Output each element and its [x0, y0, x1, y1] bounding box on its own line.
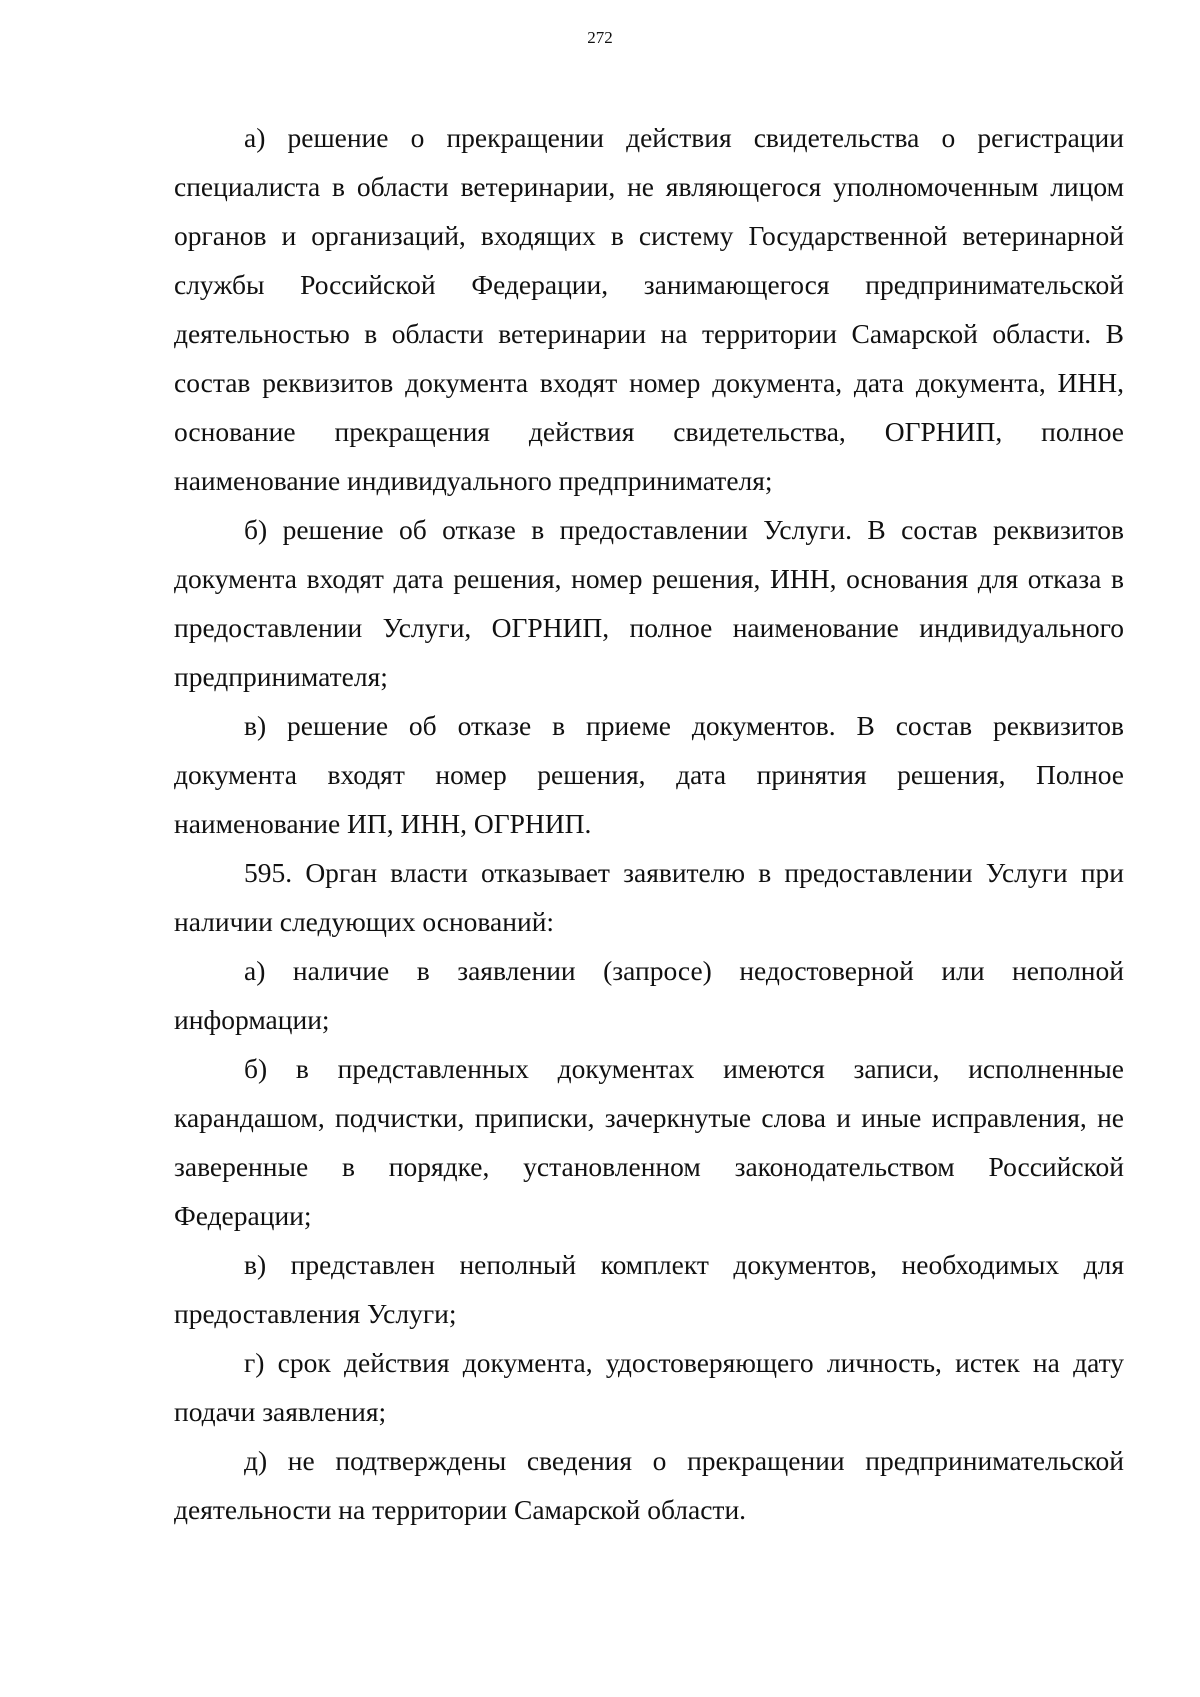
paragraph-decision-refusal-documents: в) решение об отказе в приеме документов. В состав реквизитов документа входят номер решения, дата принятия решения, Полное наименование ИП, ИНН, ОГРНИП. — [174, 710, 1124, 839]
paragraph-ground-not-confirmed: д) не подтверждены сведения о прекращении предпринимательской деятельности на территории Самарской области. — [174, 1445, 1124, 1525]
document-body — [174, 113, 1124, 1534]
paragraph-decision-termination: а) решение о прекращении действия свидетельства о регистрации специалиста в области ветеринарии, не являющегося уполномоченным лицом органов и организаций, входящих в систему Государственной ветеринарной службы Российской Федерации, занимающегося предпринимательской деятельностью в области ветеринарии на территории Самарской области. В состав реквизитов документа входят номер документа, дата документа, ИНН, основание прекращения действия свидетельства, ОГРНИП, полное наименование индивидуального предпринимателя; — [174, 122, 1124, 496]
paragraph-ground-corrections: б) в представленных документах имеются записи, исполненные карандашом, подчистки, приписки, зачеркнутые слова и иные исправления, не заверенные в порядке, установленном законодательством Российской Федерации; — [174, 1053, 1124, 1231]
paragraph-decision-refusal-service: б) решение об отказе в предоставлении Услуги. В состав реквизитов документа входят дата решения, номер решения, ИНН, основания для отказа в предоставлении Услуги, ОГРНИП, полное наименование индивидуального предпринимателя; — [174, 514, 1124, 692]
paragraph-ground-expired-id: г) срок действия документа, удостоверяющего личность, истек на дату подачи заявления; — [174, 1347, 1124, 1427]
paragraph-ground-inaccurate-info: а) наличие в заявлении (запросе) недостоверной или неполной информации; — [174, 955, 1124, 1035]
paragraph-ground-incomplete-set: в) представлен неполный комплект документов, необходимых для предоставления Услуги; — [174, 1249, 1124, 1329]
paragraph-595-grounds-intro: 595. Орган власти отказывает заявителю в предоставлении Услуги при наличии следующих оснований: — [174, 857, 1124, 937]
page-number: 272 — [587, 28, 613, 47]
